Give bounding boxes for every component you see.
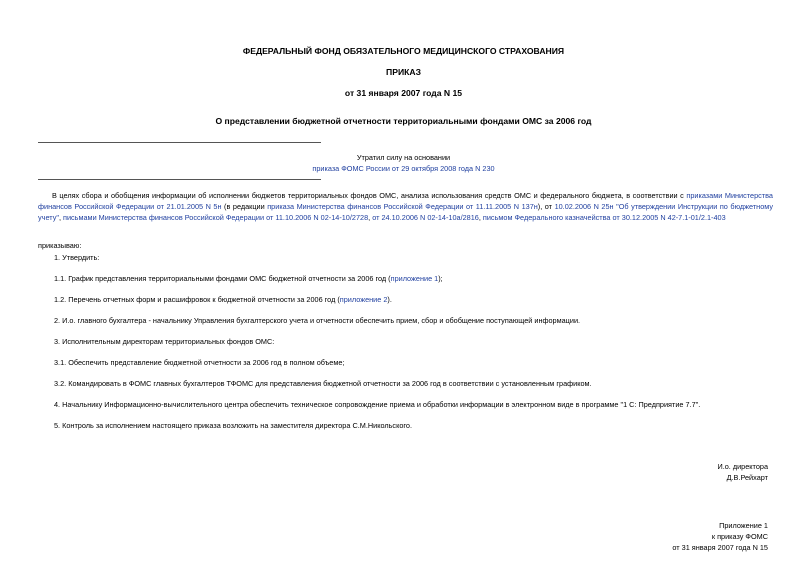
preamble-text-2: (в редакции — [221, 202, 268, 211]
item-1: 1. Утвердить: — [54, 253, 100, 262]
document-title: О представлении бюджетной отчетности территориальными фондами ОМС за 2006 год — [215, 116, 592, 126]
item-1-1-text: 1.1. График представления территориальными фондами ОМС бюджетной отчетности за 2006 год ( — [54, 274, 391, 283]
appendix-date: от 31 января 2007 года N 15 — [672, 543, 768, 552]
preamble-text-3: ), от — [537, 202, 555, 211]
treasury-letter-link[interactable]: письмом Федерального казначейства от 30.12.2005 N 42-7.1-01/2.1-403 — [482, 213, 726, 222]
order-word: приказываю: — [38, 241, 82, 250]
item-3-2: 3.2. Командировать в ФОМС главных бухгалтеров ТФОМС для представления бюджетной отчетности за 2006 год в соответствии с установленным графиком. — [54, 379, 592, 388]
preamble-paragraph — [38, 190, 773, 223]
repeal-order-link[interactable]: приказа ФОМС России от 29 октября 2008 года N 230 — [312, 164, 495, 173]
repeal-note: Утратил силу на основании — [356, 153, 451, 162]
item-3-1: 3.1. Обеспечить представление бюджетной отчетности за 2006 год в полном объеме; — [54, 358, 345, 367]
preamble-text-6: , — [478, 213, 483, 222]
appendix-label: Приложение 1 — [719, 521, 768, 530]
item-1-2 — [54, 294, 392, 305]
signatory-name: Д.В.Рейхарт — [726, 473, 768, 482]
appendix-1-link[interactable]: приложение 1 — [390, 274, 439, 283]
organization-heading: ФЕДЕРАЛЬНЫЙ ФОНД ОБЯЗАТЕЛЬНОГО МЕДИЦИНСКОГО СТРАХОВАНИЯ — [242, 46, 565, 56]
item-1-2-text: 1.2. Перечень отчетных форм и расшифровок к бюджетной отчетности за 2006 год ( — [54, 295, 340, 304]
bottom-divider — [38, 179, 321, 180]
minfin-order-5n-link[interactable]: приказами Министерства финансов Российской Федерации от 21.01.2005 N 5н — [38, 191, 773, 211]
item-1-2-end: ). — [387, 295, 392, 304]
appendix-2-link[interactable]: приложение 2 — [339, 295, 388, 304]
minfin-letter-2728-link[interactable]: письмами Министерства финансов Российской Федерации от 11.10.2006 N 02-14-10/2728 — [63, 213, 369, 222]
document-type: ПРИКАЗ — [386, 67, 421, 77]
preamble-text-5: , — [368, 213, 373, 222]
preamble-text-1: В целях сбора и обобщения информации об исполнении бюджетов территориальных фондов ОМС, анализа использования средств ОМС и федерального бюджета, в соответствии с — [52, 191, 687, 200]
top-divider — [38, 142, 321, 143]
minfin-order-25n-link[interactable]: 10.02.2006 N 25н "Об утверждении Инструкции по бюджетному учету" — [38, 202, 774, 222]
signatory-position: И.о. директора — [717, 462, 768, 471]
document-date-number: от 31 января 2007 года N 15 — [344, 88, 463, 98]
appendix-reference: к приказу ФОМС — [711, 532, 768, 541]
item-3: 3. Исполнительным директорам территориальных фондов ОМС: — [54, 337, 275, 346]
item-1-1-end: ); — [438, 274, 443, 283]
item-5: 5. Контроль за исполнением настоящего приказа возложить на заместителя директора С.М.Никольского. — [54, 421, 412, 430]
preamble-text-4: , — [58, 213, 63, 222]
item-1-1 — [54, 273, 443, 284]
minfin-letter-2816-link[interactable]: от 24.10.2006 N 02-14-10а/2816 — [372, 213, 479, 222]
item-4: 4. Начальнику Информационно-вычислительного центра обеспечить техническое сопровождение приема и обработки информации в электронном виде в программе "1 С: Предприятие 7.7". — [54, 400, 701, 409]
minfin-order-137n-link[interactable]: приказа Министерства финансов Российской Федерации от 11.11.2005 N 137н — [267, 202, 538, 211]
item-2: 2. И.о. главного бухгалтера - начальнику Управления бухгалтерского учета и отчетности обеспечить прием, сбор и обобщение поступающей информации. — [54, 316, 581, 325]
